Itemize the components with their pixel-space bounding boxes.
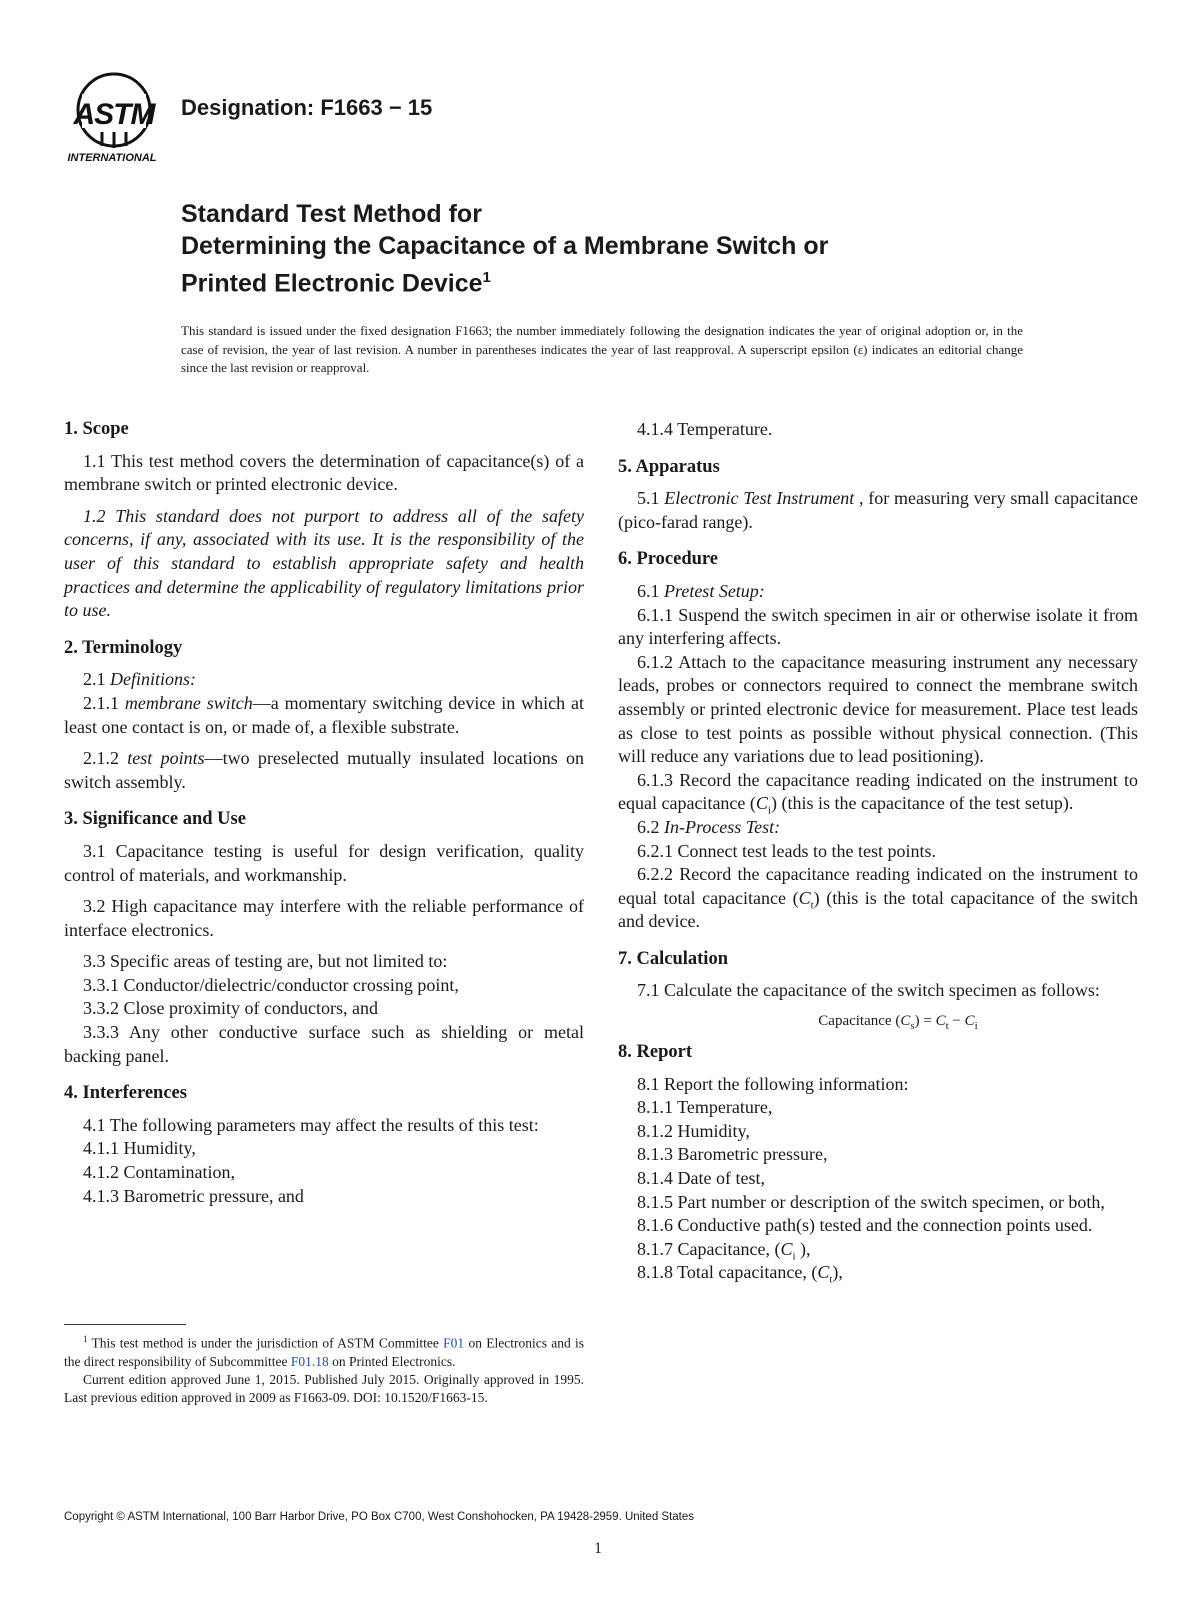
formula-label: Capacitance [818, 1013, 892, 1030]
para-4-1: 4.1 The following parameters may affect the results of this test: [83, 1114, 539, 1135]
footnote-mark: 1 [83, 1334, 88, 1344]
para-6-2-2-text-b: ) (this is the total capacitance of the switch and device. [618, 887, 1139, 932]
para-6-2-2-text-a: 6.2.2 Record the capacitance reading indicated on the instrument to equal total capacitance ( [618, 864, 1138, 908]
copyright-notice: Copyright © ASTM International, 100 Barr Harbor Drive, PO Box C700, West Conshohocken, PA 19428-2959. United States [64, 1511, 695, 1523]
para-8-1-1: 8.1.1 Temperature, [637, 1097, 773, 1118]
para-8-1-7-text-a: 8.1.7 Capacitance, ( [637, 1238, 781, 1259]
section-heading-terminology: 2. Terminology [64, 637, 183, 658]
para-8-1-8-text-a: 8.1.8 Total capacitance, ( [637, 1262, 818, 1283]
section-heading-procedure: 6. Procedure [618, 549, 719, 570]
para-4-1-4: 4.1.4 Temperature. [637, 419, 773, 439]
designation: Designation: F1663 − 15 [181, 95, 433, 120]
para-6-1-2: 6.1.2 Attach to the capacitance measuring instrument any necessary leads, probes or connectors required to connect the membrane switch assembly or printed electronic device for measurement. Place test leads as close to test points as possible without physical connection. (This will reduce any variations due to lead positioning). [618, 651, 1138, 767]
para-6-1-3-text-a: 6.1.3 Record the capacitance reading indicated on the instrument to equal capacitance ( [618, 769, 1138, 814]
para-4-1-3: 4.1.3 Barometric pressure, and [83, 1185, 304, 1206]
capacitance-formula: Capacitance $(C_s) = C_t - C_i$ [818, 1013, 978, 1033]
section-heading-scope: 1. Scope [64, 419, 129, 439]
para-8-1-2: 8.1.2 Humidity, [637, 1120, 750, 1141]
para-3-1: 3.1 Capacitance testing is useful for design verification, quality control of materials, and workmanship. [64, 840, 584, 885]
para-8-1-7 [618, 1238, 1138, 1262]
para-2-1-2-number: 2.1.2 [83, 748, 119, 769]
footnote-2: Current edition approved June 1, 2015. Published July 2015. Originally approved in 1995. Last previous edition approved in 2009 as F1663-09. DOI: 10.1520/F1663-15. [64, 1371, 584, 1406]
formula-ct-sub: t [945, 1020, 949, 1033]
formula-equals: = [923, 1013, 932, 1030]
preamble: This standard is issued under the fixed designation F1663; the number immediately following the designation indicates the year of original adoption or, in the case of revision, the year of last revision. A number in parentheses indicates the year of last reapproval. A superscript epsilon (ε) indicates an editorial change since the last revision or reapproval. [181, 323, 1023, 375]
para-8-1-3: 8.1.3 Barometric pressure, [637, 1144, 828, 1165]
para-5-1-text: for measuring very small capacitance (pico-farad range). [618, 488, 1138, 532]
para-6-2-1: 6.2.1 Connect test leads to the test points. [637, 840, 936, 861]
title-line-3 [181, 262, 828, 299]
para-3-3-2: 3.3.2 Close proximity of conductors, and [83, 998, 378, 1019]
footnote-1-text-a: This test method is under the jurisdiction of ASTM Committee [87, 1335, 444, 1351]
para-4-1-1: 4.1.1 Humidity, [83, 1138, 196, 1159]
section-heading-interferences: 4. Interferences [64, 1083, 187, 1104]
para-6-1-3 [618, 769, 1138, 816]
para-6-1-text: Pretest Setup: [664, 580, 765, 601]
para-2-1-text: Definitions: [110, 669, 196, 690]
para-6-2-text: In-Process Test: [664, 816, 781, 837]
para-2-1 [64, 668, 584, 692]
para-8-1-6: 8.1.6 Conductive path(s) tested and the connection points used. [637, 1215, 1093, 1236]
para-8-1-7-text-b: ), [795, 1238, 811, 1259]
title-line-2: Determining the Capacitance of a Membrane Switch or [181, 232, 829, 260]
para-6-2-2 [618, 863, 1138, 934]
footnotes [64, 1330, 584, 1407]
subscript-i: i [767, 804, 771, 817]
para-8-1-4: 8.1.4 Date of test, [637, 1168, 765, 1189]
para-2-1-1 [64, 692, 584, 739]
term-test-points: test points [127, 748, 205, 769]
para-6-1-number: 6.1 [637, 580, 660, 601]
para-3-3-3: 3.3.3 Any other conductive surface such as shielding or metal backing panel. [64, 1022, 584, 1066]
right-column [618, 418, 1138, 1285]
term-membrane-switch: membrane switch [124, 692, 253, 713]
section-heading-significance: 3. Significance and Use [64, 809, 246, 830]
subscript-i: i [792, 1250, 796, 1263]
para-6-1-1: 6.1.1 Suspend the switch specimen in air or otherwise isolate it from any interfering affects. [618, 604, 1138, 649]
left-column [64, 418, 584, 1208]
para-4-1-2: 4.1.2 Contamination, [83, 1162, 235, 1183]
formula-ct: C [935, 1013, 946, 1030]
para-2-1-2-text: —two preselected mutually insulated locations on switch assembly. [64, 748, 584, 792]
subcommittee-f01-18-link[interactable]: F01.18 [290, 1353, 329, 1369]
svg-text:INTERNATIONAL: INTERNATIONAL [67, 152, 157, 164]
para-6-2 [618, 816, 1138, 840]
term-electronic-test-instrument: Electronic Test Instrument , [664, 488, 864, 509]
para-2-1-1-number: 2.1.1 [83, 692, 119, 713]
para-8-1-8 [618, 1261, 1138, 1285]
title-line-3-text: Printed Electronic Device [181, 269, 483, 298]
para-2-1-1-text: —a momentary switching device in which at least one contact is on, or made of, a flexible substrate. [64, 692, 584, 737]
document-title [181, 198, 828, 299]
section-heading-calculation: 7. Calculation [618, 948, 728, 969]
para-3-3: 3.3 Specific areas of testing are, but not limited to: [83, 951, 448, 972]
para-3-3-1: 3.3.1 Conductor/dielectric/conductor crossing point, [83, 974, 459, 995]
subscript-t: t [829, 1274, 833, 1286]
var-c: C [817, 1262, 830, 1283]
para-1-1: 1.1 This test method covers the determination of capacitance(s) of a membrane switch or printed electronic device. [64, 450, 584, 495]
section-heading-report: 8. Report [618, 1042, 692, 1063]
formula-ci-sub: i [974, 1020, 978, 1033]
para-2-1-number: 2.1 [83, 669, 106, 690]
title-footnote-mark: 1 [482, 269, 491, 286]
astm-logo-graphic [62, 70, 168, 166]
para-1-2: 1.2 This standard does not purport to address all of the safety concerns, if any, associated with its use. It is the responsibility of the user of this standard to establish appropriate safety and health practices and determine the applicability of regulatory limitations prior to use. [64, 505, 584, 621]
formula-cs-sub: s [910, 1020, 915, 1033]
para-8-1-5: 8.1.5 Part number or description of the switch specimen, or both, [637, 1191, 1105, 1212]
para-5-1 [618, 487, 1138, 534]
para-3-2: 3.2 High capacitance may interfere with the reliable performance of interface electronics. [64, 896, 584, 940]
footnote-1 [64, 1330, 584, 1371]
footnote-1-text-c: on Printed Electronics. [328, 1353, 456, 1369]
committee-f01-link[interactable]: F01 [443, 1335, 465, 1351]
para-6-2-number: 6.2 [637, 816, 660, 837]
formula-cs: C [900, 1013, 911, 1030]
formula-ci: C [964, 1013, 975, 1030]
para-5-1-number: 5.1 [637, 488, 660, 509]
astm-logo [62, 70, 168, 166]
para-6-1 [618, 580, 1138, 604]
footnote-1-text-b: on Electronics and is the direct responsibility of Subcommittee [64, 1335, 584, 1369]
page-number: 1 [594, 1540, 602, 1557]
svg-text:ASTM: ASTM [73, 98, 155, 131]
para-7-1: 7.1 Calculate the capacitance of the switch specimen as follows: [637, 980, 1100, 1001]
subscript-t: t [810, 899, 814, 912]
var-c: C [755, 793, 768, 814]
formula-minus: − [952, 1013, 961, 1030]
var-c: C [798, 887, 811, 908]
para-2-1-2 [64, 747, 584, 794]
title-line-1: Standard Test Method for [181, 200, 482, 228]
section-heading-apparatus: 5. Apparatus [618, 456, 720, 477]
para-6-1-3-text-b: ) (this is the capacitance of the test setup). [770, 793, 1074, 814]
para-8-1-8-text-b: ), [832, 1262, 843, 1283]
footnote-divider [64, 1324, 186, 1325]
para-8-1: 8.1 Report the following information: [637, 1073, 909, 1094]
var-c: C [780, 1238, 793, 1259]
